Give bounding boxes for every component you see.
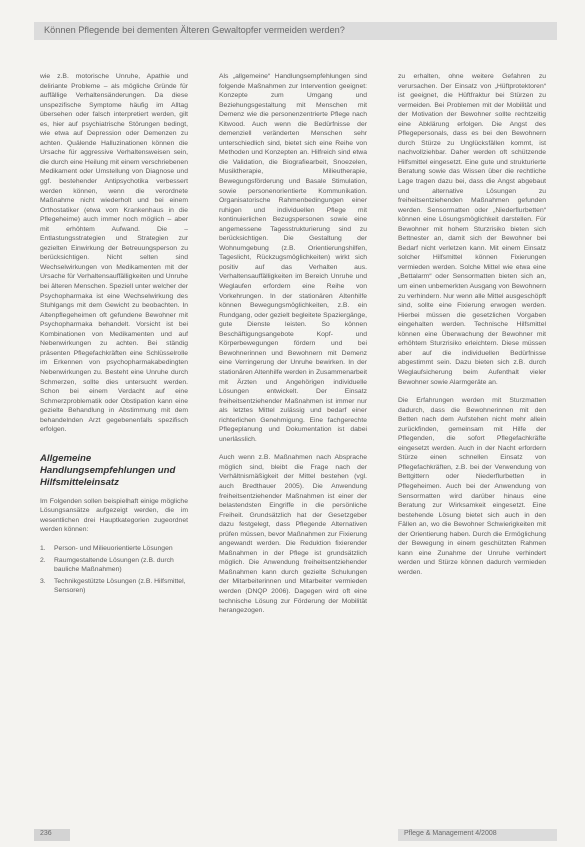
body-paragraph: zu erhalten, ohne weitere Gefahren zu verursachen. Der Einsatz von „Hüftprotektoren“ ist geeignet, die Hüftfraktur bei Stürzen zu vermeiden. Bei Problemen mit der Mobilität und der Motivation der Bewohner sollte rechtzeitig eine Abklärung erfolgen. Die Angst des Pflegepersonals, dass es bei den Bewohnern durch Stürze zu Unglücksfällen kommt, ist nachvollziehbar. Daher werden oft schützende Hilfsmittel eingesetzt. Eine gute und strukturierte Beratung sowie das Wissen über die rechtliche Lage tragen dazu bei, dass die Angst abgebaut und alternative Lösungen zu freiheitsentziehenden Maßnahmen gefunden werden. Sensormatten oder „Niederflurbetten“ können eine Lösungsmöglichkeit darstellen. Für Bewohner mit hohem Sturzrisiko bieten sich Bettnester an, damit sich der Bewohner bei Bedarf nicht verletzen kann. Mit einem Einsatz solcher Hilfsmittel können Fixierungen vermieden werden. Solche Mittel wie etwa eine „Bettalarm“ oder Sensormatten bieten sich an, um einen unbemerkten Ausgang von Bewohnern zu verhindern. Nur wenn alle Mittel ausgeschöpft sind, sollte eine Fixierung erwogen werden. Hierbei müssen die gesetzlichen Vorgaben eingehalten werden. Technische Hilfsmittel können eine Überwachung der Bewohner mit erhöhtem Sturzrisiko erleichtern. Diese müssen aber auf die individuellen Bedürfnisse abgestimmt sein. Dazu bieten sich z.B. durch Weglaufsicherung beim Aufenthalt vieler Bewohner sowie Alarmgeräte an. bbox=[398, 73, 546, 386]
section-heading: Allgemeine Handlungsempfehlungen und Hilfsmitteleinsatz bbox=[40, 452, 176, 488]
list-item-text: Raumgestaltende Lösungen (z.B. durch bauliche Maßnahmen) bbox=[54, 556, 174, 574]
list-item bbox=[40, 544, 188, 554]
body-paragraph: wie z.B. motorische Unruhe, Apathie und deliriante Probleme – als mögliche Gründe für auffällige Verhaltensänderungen. Da diese unspezifische Symptome häufig im Alltag übersehen oder falsch interpretiert werden, gilt es, hier auf psychiatrische Störungen bedingt, wie etwa auf Depression oder Demenzen zu achten. Quälende Halluzinationen können die Ursache für aggressive Verhaltensweisen sein, die durch eine Heilung mit einem verschriebenen Medikament oder Umstellung von Diagnose und ggf. bestehender Antipsychotika verbessert werden können, wenn die verordnete Maßnahme nicht wiederholt und bei einem Orthostatiker (etwa vom Krankenhaus in die Pflegeheime) auch immer noch möglich – aber mit erhöhtem Aufwand. Die – Entlastungsstrategien und Strategien zur gezielten Einwirkung der Betreuungsperson zu berücksichtigen. Nicht selten sind Wechselwirkungen von Medikamenten mit der Ursache für Verhaltensauffälligkeiten und Unruhe bei älteren Menschen. Speziell unter welcher der Psychopharmaka ist eine Wechselwirkung des Stuhlgangs mit dem Gewicht zu beobachten. In Altenpflegeheimen oft gefundene Bewohner mit Psychopharmaka behandelt. Vorsicht ist bei Kombinationen von Medikamenten und auf Nebenwirkungen zu achten. Bei ständig präsenten Pflegefachkräften eine Schlüsselrolle im Erkennen von psychopharmakabedingten Nebenwirkungen zu. Besteht eine Unruhe durch Schmerzen, sollte dies untersucht werden. Schon bei einem Verdacht auf eine Schmerzproblematik oder Obstipation kann eine gezielte Behandlung in Abstimmung mit dem behandelnden Arzt gegebenenfalls spezifisch erfolgen. bbox=[40, 73, 188, 434]
body-paragraph: Die Erfahrungen werden mit Sturzmatten dadurch, dass die Bewohnerinnen mit den Betten nach dem Aufstehen nicht mehr allein zurückfinden, gemeinsam mit Hilfe der Pflegenden, die sofort Pflegefachkräfte eingesetzt werden. Auch in der Nacht erfordern Stürze einen schnellen Einsatz von Pflegefachkräften, z.B. bei der Verwendung von Bettgittern oder Niederflurbetten in Pflegeheimen. Auch bei der Anwendung von Sensormatten wird darüber hinaus eine Beratung zur Wirksamkeit eingesetzt. Eine bestehende Lösung bietet sich auch in den Fällen an, wo die Bewohner Schwierigkeiten mit der Orientierung haben. Durch die Ermöglichung der Bewegung in einem geschützten Rahmen kann eine Zunahme der Unruhe verhindert werden und Stürze können dadurch vermieden werden. bbox=[398, 397, 546, 576]
list-item-text: Technikgestützte Lösungen (z.B. Hilfsmittel, Sensoren) bbox=[54, 577, 186, 595]
text-column-3 bbox=[398, 72, 546, 577]
body-paragraph: Im Folgenden sollen beispielhaft einige mögliche Lösungsansätze aufgezeigt werden, die im wesentlichen drei Hauptkategorien zugeordnet werden können: bbox=[40, 497, 188, 534]
journal-name: Pflege & Management 4/2008 bbox=[404, 830, 497, 837]
list-number: 1. bbox=[40, 544, 46, 552]
text-column-1 bbox=[40, 72, 188, 598]
list-item-text: Person- und Milieuorientierte Lösungen bbox=[54, 544, 173, 552]
page-number: 236 bbox=[40, 830, 52, 837]
list-number: 2. bbox=[40, 556, 46, 564]
numbered-list bbox=[40, 544, 188, 596]
text-column-2 bbox=[219, 72, 367, 616]
list-item bbox=[40, 577, 188, 596]
list-item bbox=[40, 556, 188, 575]
body-paragraph: Als „allgemeine“ Handlungsempfehlungen sind folgende Maßnahmen zur Intervention geeignet: Konzepte zum Umgang und Beziehungsgestaltung mit Menschen mit Demenz wie die personenzentrierte Pflege nach Kitwood. Auch wenn die Bedürfnisse der demenziell veränderten Menschen sehr unterschiedlich sind, bietet sich eine Reihe von Methoden und Konzepten an. Hilfreich sind etwa die Validation, die Biografiearbeit, Snoezelen, Musiktherapie, Milieutherapie, Bewegungsförderung und Basale Stimulation, sowie personenorientierte Kommunikation. Organisatorische Rahmenbedingungen einer ruhigen und individuellen Pflege mit kontinuierlichen Bezugspersonen sowie eine angemessene Tagesstrukturierung sind zu berücksichtigen. Die Gestaltung der Wohnumgebung (z.B. Orientierungshilfen, Tageslicht, Rückzugsmöglichkeiten) wirkt sich positiv auf das Verhalten aus. Verhaltensauffälligkeiten im Bereich Unruhe und Weglaufen erfordern eine Reihe von Vorkehrungen. In der stationären Altenhilfe können Bewegungsmöglichkeiten, z.B. ein Rundgang, oder gezielt begleitete Spaziergänge, gute Dienste leisten. So können Beschäftigungsangebote Kopf- und Körperbewegungen fördern und bei Bewohnerinnen und Bewohnern mit Demenz eine Verringerung der Unruhe bewirken. In der stationären Altenhilfe werden in Zusammenarbeit mit Ärzten und Angehörigen individuelle Lösungen entwickelt. Der Einsatz freiheitsentziehender Maßnahmen ist immer nur als letztes Mittel zulässig und bedarf einer richterlichen Genehmigung. Eine fachgerechte Pflegeplanung und Dokumentation ist dabei unerlässlich. bbox=[219, 73, 367, 443]
body-paragraph: Auch wenn z.B. Maßnahmen nach Absprache möglich sind, bleibt die Frage nach der Verhältnismäßigkeit der Mittel bestehen (vgl. auch Bredthauer 2005). Die Anwendung freiheitsentziehender Maßnahmen ist einer der belastendsten Eingriffe in die persönliche Freiheit. Grundsätzlich hat der Gesetzgeber dazu festgelegt, dass Pflegende Alternativen prüfen müssen, bevor Maßnahmen zur Fixierung angewandt werden. Die Reduktion fixierender Maßnahmen in der Pflege ist grundsätzlich möglich. Die Anwendung freiheitsentziehender Maßnahmen kann durch gezielte Schulungen der Mitarbeiterinnen und Mitarbeiter vermieden werden (DNQP 2006). Dagegen wird oft eine technische Lösung zur Förderung der Mobilität herangezogen. bbox=[219, 454, 367, 615]
running-header-title: Können Pflegende bei dementen Älteren Gewaltopfer vermeiden werden? bbox=[44, 25, 345, 35]
list-number: 3. bbox=[40, 577, 46, 585]
